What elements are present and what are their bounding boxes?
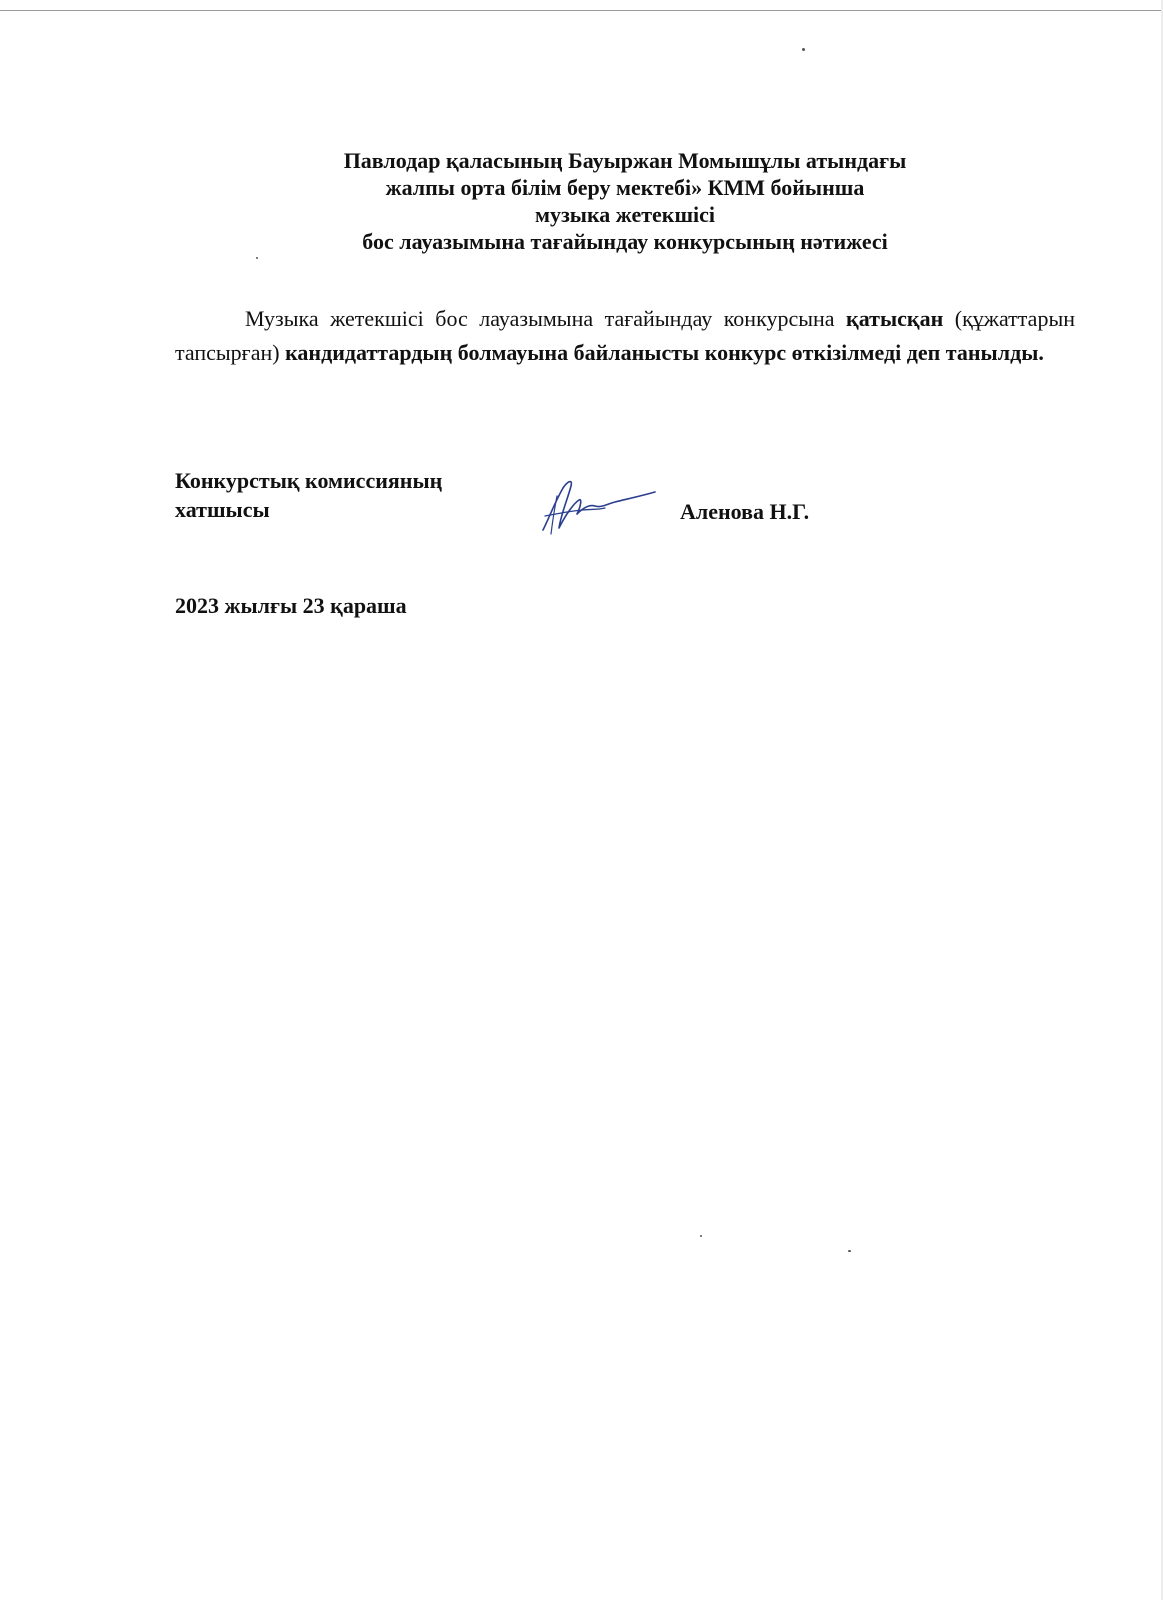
title-line-1: Павлодар қаласының Бауыржан Момышұлы атындағы (343, 148, 907, 173)
body-text-2: қатысқан (846, 306, 944, 331)
signatory-role (175, 466, 442, 524)
handwritten-signature (535, 470, 660, 540)
title-line-3: музыка жетекшісі (534, 202, 716, 227)
scan-speck (256, 257, 258, 259)
signature-stroke (543, 482, 655, 530)
body-text-4: кандидаттардың болмауына байланысты конкурс өткізілмеді деп танылды. (285, 340, 1044, 365)
body-text-3: (құжаттарын тапсырған) (175, 306, 1075, 365)
signatory-role-line-1: Конкурстық комиссияның (175, 468, 443, 493)
title-line-2: жалпы орта білім беру мектебі» КММ бойынша (385, 175, 865, 200)
document-date: 2023 жылғы 23 қараша (175, 593, 407, 618)
body-text-1: Музыка жетекшісі бос лауазымына тағайындау конкурсына (245, 306, 847, 331)
scan-speck (802, 48, 805, 51)
scan-speck (848, 1250, 851, 1252)
body-paragraph (175, 302, 1075, 370)
document-title (0, 147, 1163, 255)
signatory-name: Аленова Н.Г. (680, 499, 810, 524)
scan-speck (700, 1235, 702, 1237)
scan-edge-top-line (0, 10, 1163, 11)
title-line-4: бос лауазымына тағайындау конкурсының нәтижесі (362, 229, 888, 254)
signatory-role-line-2: хатшысы (175, 497, 270, 522)
